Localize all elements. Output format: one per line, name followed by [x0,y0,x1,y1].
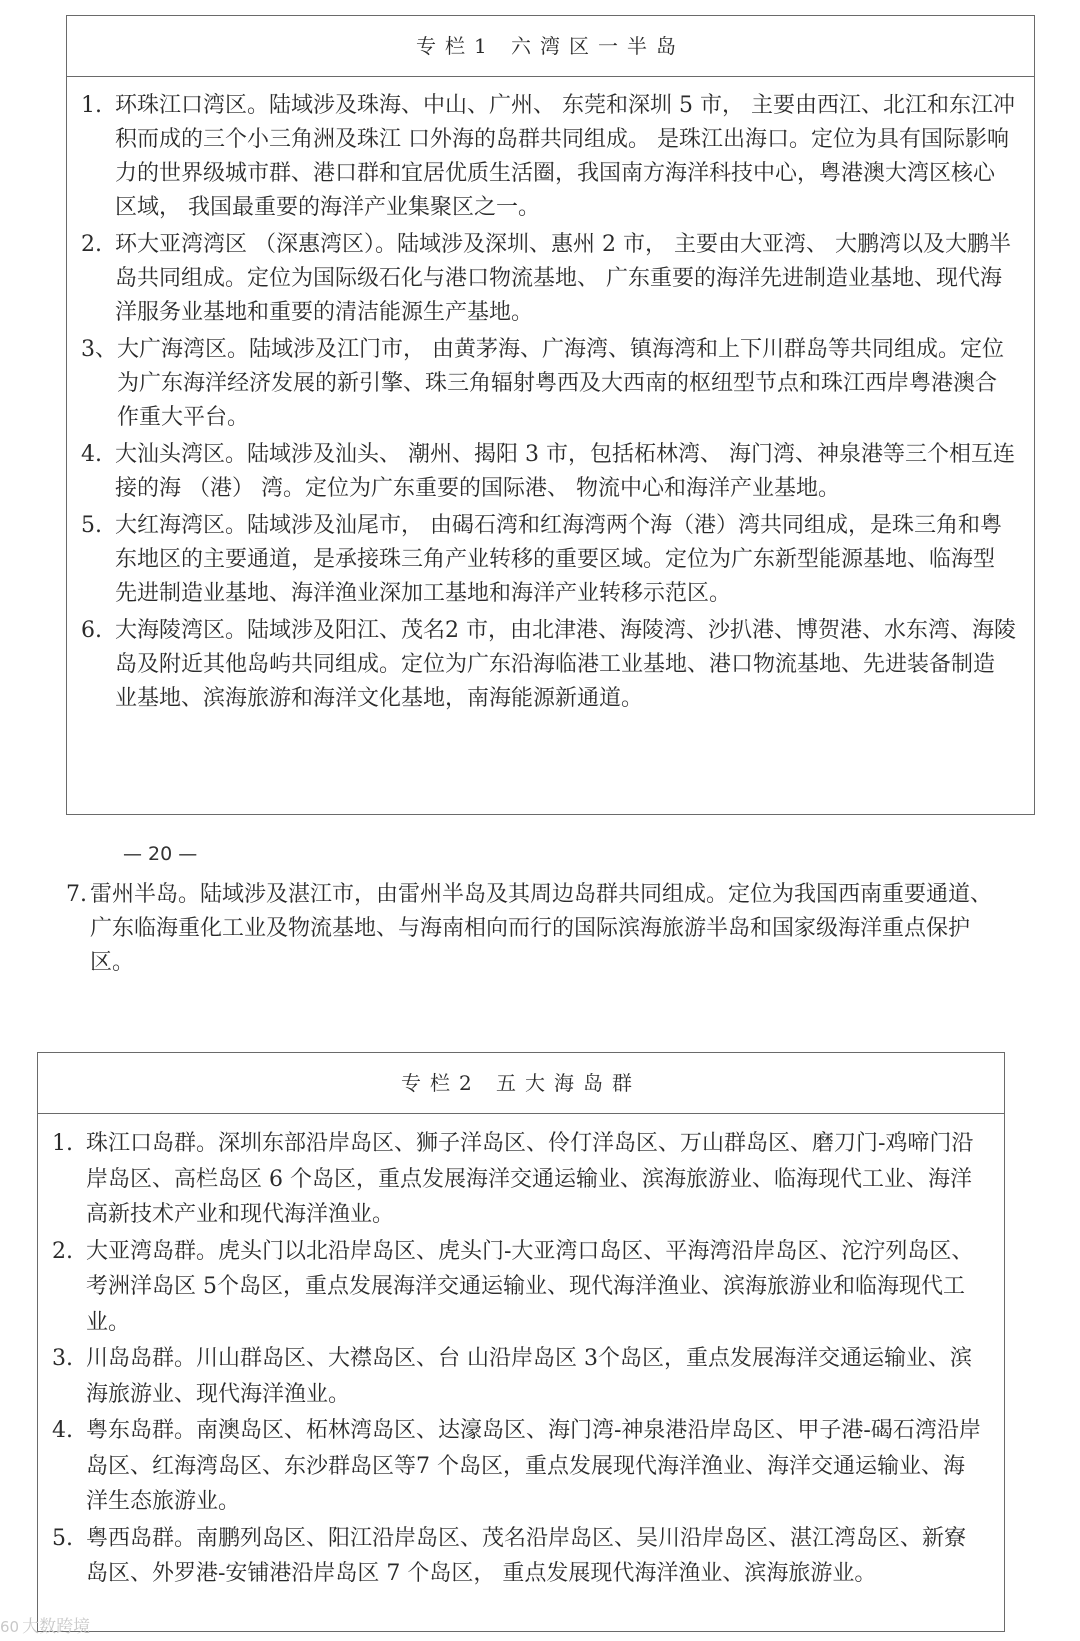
item-number: 4. [52,1418,73,1443]
column-1-title: 专栏1 六湾区一半岛 [67,16,1034,77]
paragraph-item-7 [66,878,1006,980]
list-item [81,509,1016,611]
item-text: 大亚湾岛群。虎头门以北沿岸岛区、虎头门-大亚湾口岛区、平海湾沿岸岛区、沱泞列岛区、考洲洋岛区 5个岛区，重点发展海洋交通运输业、现代海洋渔业、滨海旅游业和临海现代工业。 [86,1238,974,1335]
item-number: 3. [52,1346,73,1371]
item-text: 大海陵湾区。陆域涉及阳江、茂名2 市，由北津港、海陵湾、沙扒港、博贺港、水东湾、海陵岛及附近其他岛屿共同组成。定位为广东沿海临港工业基地、港口物流基地、先进装备制造业基地、滨海旅游和海洋文化基地，南海能源新通道。 [115,618,1016,711]
item-number: 7. [66,882,87,907]
item-text: 环珠江口湾区。陆域涉及珠海、中山、广州、 东莞和深圳 5 市， 主要由西江、北江和东江冲积而成的三个小三角洲及珠江 口外海的岛群共同组成。 是珠江出海口。定位为具有国际影响力的世界级城市群、港口群和宜居优质生活圈，我国南方海洋科技中心，粤港澳大湾区核心区域， 我国最重要的海洋产业集聚区之一。 [115,93,1015,220]
item-number: 1. [81,93,102,118]
column-2-items [38,1114,1004,1601]
list-item [81,89,1016,225]
item-number: 3、 [81,337,117,362]
list-item [52,1521,986,1592]
item-text: 粤西岛群。南鹏列岛区、阳江沿岸岛区、茂名沿岸岛区、吴川沿岸岛区、湛江湾岛区、新寮岛区、外罗港-安铺港沿岸岛区 7 个岛区， 重点发展现代海洋渔业、滨海旅游业。 [86,1525,967,1586]
watermark-text: 大数跨境 [22,1617,91,1637]
list-item [52,1126,986,1233]
item-text: 大红海湾区。陆域涉及汕尾市， 由碣石湾和红海湾两个海（港）湾共同组成，是珠三角和粤东地区的主要通道，是承接珠三角产业转移的重要区域。定位为广东新型能源基地、临海型先进制造业基地、海洋渔业深加工基地和海洋产业转移示范区。 [115,513,1002,606]
item-text: 粤东岛群。南澳岛区、柘林湾岛区、达濠岛区、海门湾-神泉港沿岸岛区、甲子港-碣石湾沿岸岛区、红海湾岛区、东沙群岛区等7 个岛区，重点发展现代海洋渔业、海洋交通运输业、海洋生态旅游业。 [86,1418,981,1514]
item-number: 5. [52,1525,73,1551]
item-number: 6. [81,618,102,643]
column-box-1 [66,15,1035,815]
column-box-2 [37,1052,1005,1632]
item-text: 珠江口岛群。深圳东部沿岸岛区、狮子洋岛区、伶仃洋岛区、万山群岛区、磨刀门-鸡啼门沿岸岛区、高栏岛区 6 个岛区，重点发展海洋交通运输业、滨海旅游业、临海现代工业、海洋高新技术产业和现代海洋渔业。 [86,1131,974,1227]
item-text: 大汕头湾区。陆域涉及汕头、 潮州、揭阳 3 市，包括柘林湾、 海门湾、神泉港等三个相互连接的海 （港） 湾。定位为广东重要的国际港、 物流中心和海洋产业基地。 [115,442,1015,501]
column-2-title: 专栏2 五大海岛群 [38,1053,1004,1114]
list-item [81,614,1016,716]
list-item [52,1413,986,1520]
item-number: 5. [81,513,102,538]
item-number: 2. [52,1238,73,1264]
watermark [0,1612,90,1637]
list-item [52,1341,986,1412]
item-number: 2. [81,232,102,257]
list-item [52,1234,986,1341]
column-1-items [67,77,1034,727]
watermark-logo-icon: 60 [0,1618,20,1636]
item-text: 雷州半岛。陆域涉及湛江市，由雷州半岛及其周边岛群共同组成。定位为我国西南重要通道、广东临海重化工业及物流基地、与海南相向而行的国际滨海旅游半岛和国家级海洋重点保护区。 [90,882,993,975]
page-number: — 20 — [123,843,198,865]
list-item [81,228,1016,330]
list-item [81,333,1016,435]
item-number: 1. [52,1131,73,1156]
item-number: 4. [81,442,102,467]
item-text: 大广海湾区。陆域涉及江门市， 由黄茅海、广海湾、镇海湾和上下川群岛等共同组成。定位为广东海洋经济发展的新引擎、珠三角辐射粤西及大西南的枢纽型节点和珠江西岸粤港澳合作重大平台。 [117,337,1004,430]
list-item [81,438,1016,506]
item-text: 川岛岛群。川山群岛区、大襟岛区、台 山沿岸岛区 3个岛区，重点发展海洋交通运输业、滨海旅游业、现代海洋渔业。 [86,1346,972,1407]
item-text: 环大亚湾湾区 （深惠湾区）。陆域涉及深圳、惠州 2 市， 主要由大亚湾、 大鹏湾以及大鹏半岛共同组成。定位为国际级石化与港口物流基地、 广东重要的海洋先进制造业基地、现代海洋服务业基地和重要的清洁能源生产基地。 [115,232,1011,325]
